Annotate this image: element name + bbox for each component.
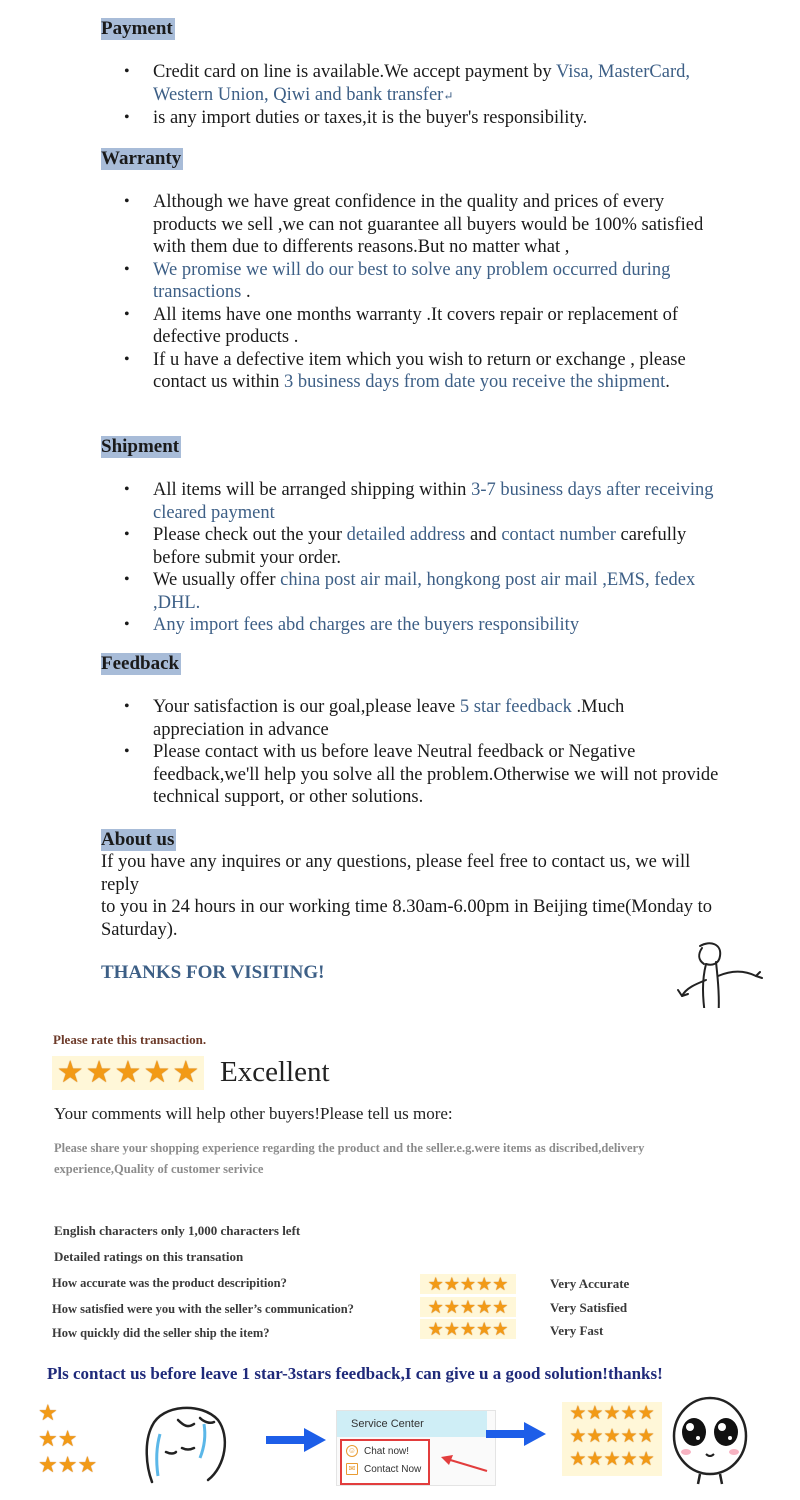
list-item: • is any import duties or taxes,it is the buyer's responsibility. xyxy=(100,107,720,130)
service-center-title: Service Center xyxy=(337,1411,487,1437)
star-icon: ★ xyxy=(620,1426,638,1447)
service-links xyxy=(340,1439,430,1485)
payment-list xyxy=(100,61,720,130)
chars-left: English characters only 1,000 characters left xyxy=(54,1223,301,1238)
star-icon[interactable]: ★ xyxy=(476,1297,493,1317)
warranty-list xyxy=(100,191,720,394)
question-stars[interactable] xyxy=(420,1274,516,1294)
warranty-heading: Warranty xyxy=(101,148,182,169)
star-icon[interactable]: ★ xyxy=(443,1319,460,1339)
star-icon: ★ xyxy=(38,1426,58,1451)
star-icon: ★ xyxy=(603,1426,621,1447)
chat-icon: ☺ xyxy=(347,1446,357,1455)
question-value: Very Satisfied xyxy=(550,1300,628,1315)
contact-banner: Pls contact us before leave 1 star-3stars feedback,I can give u a good solution!thanks! xyxy=(47,1364,663,1383)
mail-icon: ✉ xyxy=(346,1463,358,1475)
list-item: • All items have one months warranty .It covers repair or replacement of defective products . xyxy=(100,304,720,349)
service-center-panel xyxy=(336,1410,496,1486)
list-item: • Credit card on line is available.We accept payment by Visa, MasterCard, Western Union, Qiwi and bank transfer↵ xyxy=(100,61,720,107)
chat-now-link[interactable]: ☺ Chat now! xyxy=(347,1445,410,1457)
about-heading: About us xyxy=(101,829,175,850)
star-icon[interactable]: ★ xyxy=(443,1297,460,1317)
star-icon: ★ xyxy=(603,1403,621,1424)
star-icon: ★ xyxy=(637,1403,655,1424)
five-star-grid xyxy=(562,1402,662,1476)
list-item: • We usually offer china post air mail, hongkong post air mail ,EMS, fedex ,DHL. xyxy=(100,569,720,614)
comments-help-text: Your comments will help other buyers!Please tell us more: xyxy=(54,1104,453,1123)
star-icon[interactable]: ★ xyxy=(427,1319,444,1339)
question-label: How quickly did the seller ship the item? xyxy=(52,1326,270,1340)
thanks-message: THANKS FOR VISITING! xyxy=(101,962,325,983)
list-item: • All items will be arranged shipping within 3-7 business days after receiving cleared payment xyxy=(100,479,720,524)
payment-heading: Payment xyxy=(101,18,173,39)
question-value: Very Fast xyxy=(550,1323,604,1338)
shipment-list xyxy=(100,479,720,637)
star-icon[interactable]: ★ xyxy=(427,1274,444,1294)
overall-stars[interactable] xyxy=(52,1056,204,1090)
shipment-heading: Shipment xyxy=(101,436,180,457)
arrow-right-icon xyxy=(484,1420,548,1448)
comment-textarea[interactable]: Please share your shopping experience regarding the product and the seller.e.g.were items as discribed,delivery experience,Quality of customer serivice xyxy=(54,1141,645,1176)
low-star-stack xyxy=(38,1402,102,1480)
star-icon[interactable]: ★ xyxy=(492,1297,509,1317)
overall-label: Excellent xyxy=(220,1056,330,1088)
star-icon: ★ xyxy=(569,1403,587,1424)
star-icon: ★ xyxy=(637,1426,655,1447)
star-icon[interactable]: ★ xyxy=(85,1056,113,1089)
star-icon: ★ xyxy=(620,1449,638,1470)
question-stars[interactable] xyxy=(420,1297,516,1317)
feedback-heading: Feedback xyxy=(101,653,180,674)
happy-face-icon xyxy=(670,1392,750,1486)
star-icon[interactable]: ★ xyxy=(427,1297,444,1317)
feedback-list xyxy=(100,696,720,809)
question-value: Very Accurate xyxy=(550,1276,630,1291)
star-icon: ★ xyxy=(620,1403,638,1424)
star-icon: ★ xyxy=(586,1403,604,1424)
star-icon: ★ xyxy=(38,1452,58,1477)
rate-title: Please rate this transaction. xyxy=(53,1032,207,1047)
red-arrow-icon xyxy=(437,1451,489,1475)
star-icon: ★ xyxy=(637,1449,655,1470)
star-icon: ★ xyxy=(77,1452,98,1477)
list-item: • Any import fees abd charges are the buyers responsibility xyxy=(100,614,720,637)
star-icon[interactable]: ★ xyxy=(476,1274,493,1294)
star-icon[interactable]: ★ xyxy=(459,1297,477,1317)
star-icon: ★ xyxy=(569,1449,587,1470)
star-icon: ★ xyxy=(569,1426,587,1447)
arrow-right-icon xyxy=(264,1426,328,1454)
star-icon[interactable]: ★ xyxy=(143,1056,171,1089)
star-icon[interactable]: ★ xyxy=(56,1056,84,1089)
list-item: • Your satisfaction is our goal,please leave 5 star feedback .Much appreciation in advance xyxy=(100,696,720,741)
question-label: How accurate was the product descripition? xyxy=(52,1276,287,1290)
star-icon: ★ xyxy=(38,1400,58,1425)
star-icon: ★ xyxy=(57,1426,78,1451)
rating-section xyxy=(20,1008,800,1500)
list-item: • Please check out the your detailed address and contact number carefully before submit your order. xyxy=(100,524,720,569)
star-icon: ★ xyxy=(57,1452,78,1477)
star-icon[interactable]: ★ xyxy=(172,1056,200,1089)
star-icon[interactable]: ★ xyxy=(492,1319,509,1339)
star-icon[interactable]: ★ xyxy=(443,1274,460,1294)
star-icon: ★ xyxy=(586,1426,604,1447)
star-icon[interactable]: ★ xyxy=(492,1274,509,1294)
star-icon: ★ xyxy=(603,1449,621,1470)
list-item: • Please contact with us before leave Neutral feedback or Negative feedback,we'll help you solve all the problem.Otherwise we will not provide technical support, or other solutions. xyxy=(100,741,720,809)
star-icon[interactable]: ★ xyxy=(459,1319,477,1339)
sad-face-icon xyxy=(122,1396,232,1486)
star-icon: ★ xyxy=(586,1449,604,1470)
question-label: How satisfied were you with the seller’s communication? xyxy=(52,1302,354,1316)
list-item: • If u have a defective item which you wish to return or exchange , please contact us within 3 business days from date you receive the shipment. xyxy=(100,349,720,394)
list-item: • Although we have great confidence in the quality and prices of every products we sell ,we can not guarantee all buyers would be 100% satisfied with them due to differents reasons.But no matter what , xyxy=(100,191,720,259)
about-text: If you have any inquires or any questions, please feel free to contact us, we will reply to you in 24 hours in our working time 8.30am-6.00pm in Beijing time(Monday to Saturday). xyxy=(101,852,712,940)
star-icon[interactable]: ★ xyxy=(459,1274,477,1294)
detailed-ratings-title: Detailed ratings on this transation xyxy=(54,1249,244,1264)
list-item: • We promise we will do our best to solve any problem occurred during transactions . xyxy=(100,259,720,304)
question-stars[interactable] xyxy=(420,1319,516,1339)
contact-now-link[interactable]: ✉ Contact Now xyxy=(346,1463,421,1475)
star-icon[interactable]: ★ xyxy=(114,1056,142,1089)
star-icon[interactable]: ★ xyxy=(476,1319,493,1339)
